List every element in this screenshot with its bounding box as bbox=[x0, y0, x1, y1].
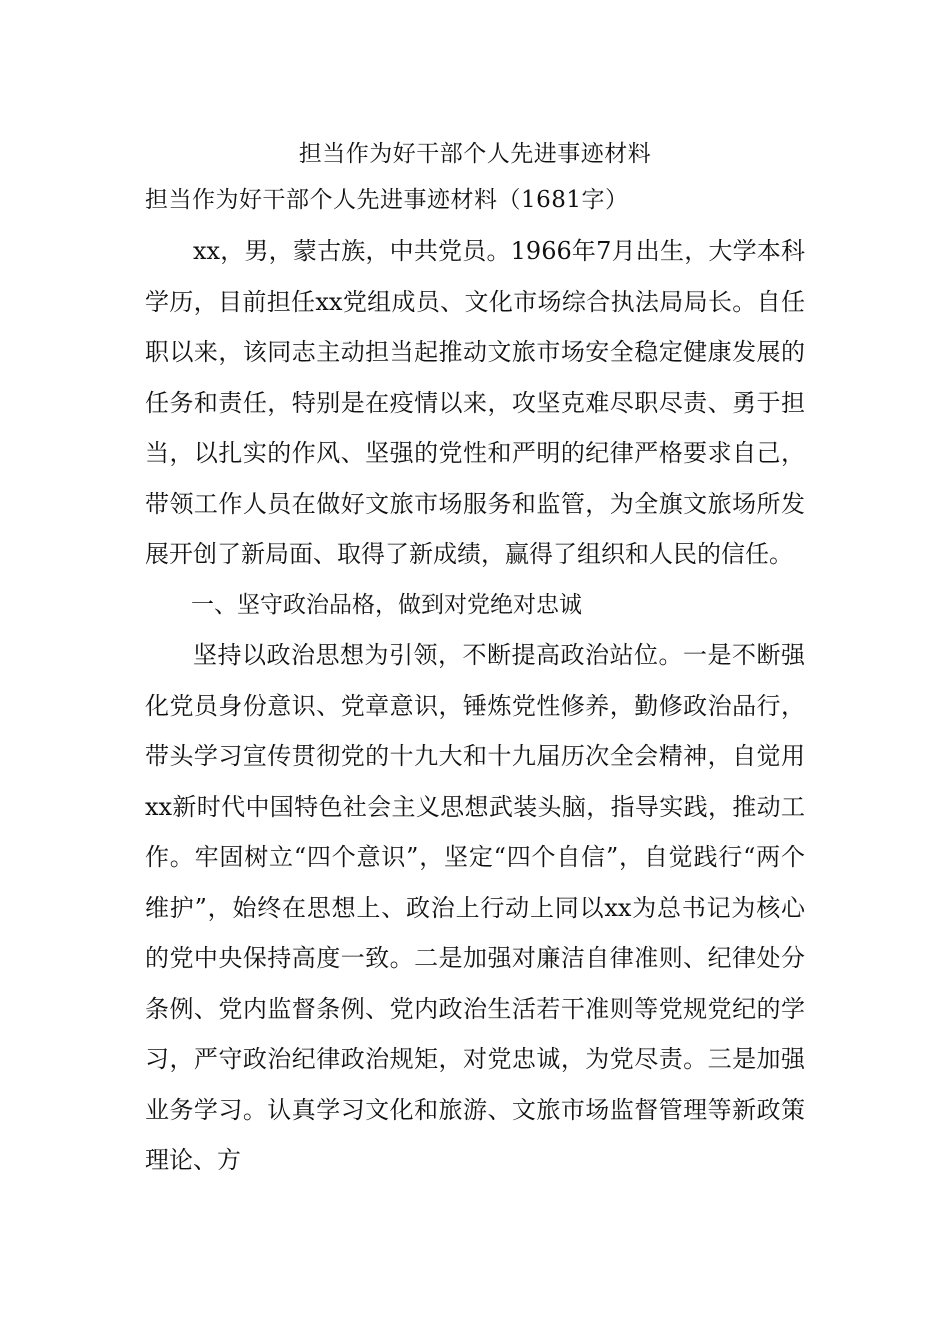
document-body bbox=[145, 226, 805, 1186]
document-title: 担当作为好干部个人先进事迹材料 bbox=[298, 141, 652, 167]
section-paragraph: 坚持以政治思想为引领，不断提高政治站位。一是不断强化党员身份意识、党章意识，锤炼党性修养，勤修政治品行，带头学习宣传贯彻党的十九大和十九届历次全会精神，自觉用xx新时代中国特色社会主义思想武装头脑，指导实践，推动工作。牢固树立“四个意识”，坚定“四个自信”，自觉践行“两个维护”，始终在思想上、政治上行动上同以xx为总书记为核心的党中央保持高度一致。二是加强对廉洁自律准则、纪律处分条例、党内监督条例、党内政治生活若干准则等党规党纪的学习，严守政治纪律政治规矩，对党忠诚，为党尽责。三是加强业务学习。认真学习文化和旅游、文旅市场监督管理等新政策理论、方 bbox=[145, 641, 805, 1174]
document-subtitle: 担当作为好干部个人先进事迹材料（1681字） bbox=[145, 187, 629, 213]
intro-paragraph: xx，男，蒙古族，中共党员。1966年7月出生，大学本科学历，目前担任xx党组成员、文化市场综合执法局局长。自任职以来，该同志主动担当起推动文旅市场安全稳定健康发展的任务和责任，特别是在疫情以来，攻坚克难尽职尽责、勇于担当，以扎实的作风、坚强的党性和严明的纪律严格要求自己，带领工作人员在做好文旅市场服务和监管，为全旗文旅场所发展开创了新局面、取得了新成绩，赢得了组织和人民的信任。 bbox=[145, 237, 805, 568]
section-heading: 一、坚守政治品格，做到对党绝对忠诚 bbox=[191, 591, 582, 618]
